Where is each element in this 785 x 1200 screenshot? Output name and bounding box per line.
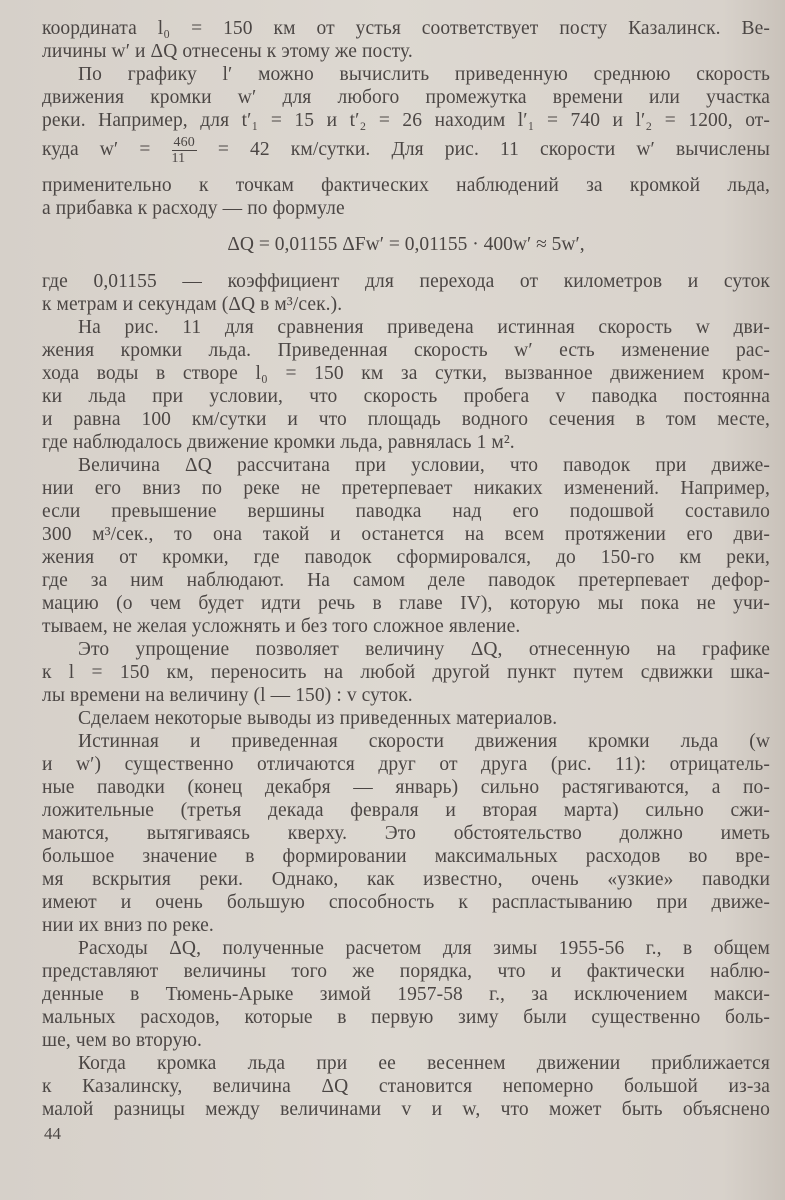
text-line: реки. Например, для t′₁ = 15 и t′₂ = 26 находим l′₁ = 740 и l′₂ = 1200, от- — [42, 110, 770, 131]
paragraph — [42, 63, 770, 132]
text-line: ше, чем во вторую. — [42, 1030, 203, 1051]
paragraph — [42, 270, 770, 316]
paragraph — [42, 17, 770, 63]
text-line: имеют и очень большую способность к распластыванию при движе- — [42, 892, 770, 913]
page-number: 44 — [44, 1124, 61, 1143]
text-line: Величина ΔQ рассчитана при условии, что паводок при движе- — [78, 455, 770, 476]
paragraph — [42, 638, 770, 707]
text-line: если превышение вершины паводка над его подошвой составило — [42, 501, 770, 522]
text-line: жения от кромки, где паводок сформировался, до 150-го км реки, — [42, 547, 770, 568]
text-line: а прибавка к расходу — по формуле — [42, 198, 345, 219]
text-block-2 — [42, 174, 770, 220]
text-line: нии их вниз по реке. — [42, 915, 214, 936]
text-block-1 — [42, 17, 770, 132]
fraction-line — [42, 132, 770, 168]
fraction — [172, 135, 197, 166]
text-line: к Казалинску, величина ΔQ становится непомерно большой из-за — [42, 1076, 770, 1097]
text-line: маются, вытягиваясь кверху. Это обстоятельство должно иметь — [42, 823, 770, 844]
text-line: хода воды в створе l₀ = 150 км за сутки, вызванное движением кром- — [42, 363, 770, 384]
text-line: движения кромки w′ для любого промежутка времени или участка — [42, 87, 770, 108]
paragraph — [42, 1052, 770, 1121]
formula: ΔQ = 0,01155 ΔFw′ = 0,01155 · 400w′ ≈ 5w′, — [227, 234, 585, 255]
fraction-before: куда w′ = — [42, 139, 151, 160]
text-line: тываем, не желая усложнять и без того сложное явление. — [42, 616, 521, 637]
fraction-after: = 42 км/сутки. Для рис. 11 скорости w′ вычислены — [217, 139, 770, 160]
text-line: где наблюдалось движение кромки льда, равнялась 1 м². — [42, 432, 515, 453]
text-line: представляют величины того же порядка, что и фактически наблю- — [42, 961, 770, 982]
text-line: На рис. 11 для сравнения приведена истинная скорость w дви- — [78, 317, 770, 338]
text-line: денные в Тюмень-Арыке зимой 1957-58 г., за исключением макси- — [42, 984, 770, 1005]
text-line: и w′) существенно отличаются друг от друга (рис. 11): отрицатель- — [42, 754, 770, 775]
text-line: личины w′ и ΔQ отнесены к этому же посту. — [42, 41, 413, 62]
text-line: жения кромки льда. Приведенная скорость w′ есть изменение рас- — [42, 340, 770, 361]
text-line: ки льда при условии, что скорость пробега v паводка постоянна — [42, 386, 770, 407]
text-line: нии его вниз по реке не претерпевает никаких изменений. Например, — [42, 478, 770, 499]
text-line: к метрам и секундам (ΔQ в м³/сек.). — [42, 294, 343, 315]
text-line: малой разницы между величинами v и w, что может быть объяснено — [42, 1099, 770, 1120]
text-line: ложительные (третья декада февраля и вторая марта) сильно сжи- — [42, 800, 770, 821]
paragraph — [42, 454, 770, 638]
text-line: лы времени на величину (l — 150) : v суток. — [42, 685, 413, 706]
text-line: мальных расходов, которые в первую зиму были существенно боль- — [42, 1007, 770, 1028]
text-line: где за ним наблюдают. На самом деле паводок претерпевает дефор- — [42, 570, 770, 591]
text-line: ные паводки (конец декабря — январь) сильно растягиваются, а по- — [42, 777, 770, 798]
paragraph — [42, 937, 770, 1052]
text-line: мя вскрытия реки. Однако, как известно, очень «узкие» паводки — [42, 869, 770, 890]
fraction-numerator: 460 — [173, 135, 195, 151]
text-block-3 — [42, 270, 770, 1121]
paragraph — [42, 707, 770, 730]
text-line: координата l₀ = 150 км от устья соответствует посту Казалинск. Ве- — [42, 18, 770, 39]
text-line: большое значение в формировании максимальных расходов во вре- — [42, 846, 770, 867]
text-line: 300 м³/сек., то она такой и останется на всем протяжении его дви- — [42, 524, 770, 545]
text-line: Истинная и приведенная скорости движения кромки льда (w — [78, 731, 770, 752]
text-line: к l = 150 км, переносить на любой другой пункт путем сдвижки шка- — [42, 662, 770, 683]
paragraph — [42, 730, 770, 937]
text-line: Это упрощение позволяет величину ΔQ, отнесенную на графике — [78, 639, 770, 660]
text-line: где 0,01155 — коэффициент для перехода от километров и суток — [42, 271, 770, 292]
paragraph — [42, 316, 770, 454]
paragraph — [42, 174, 770, 220]
text-line: Когда кромка льда при ее весеннем движении приближается — [78, 1053, 770, 1074]
text-line: мацию (о чем будет идти речь в главе IV), которую мы пока не учи- — [42, 593, 770, 614]
text-line: Сделаем некоторые выводы из приведенных материалов. — [78, 708, 558, 729]
text-line: Расходы ΔQ, полученные расчетом для зимы 1955-56 г., в общем — [78, 938, 770, 959]
book-page-text — [42, 17, 770, 1121]
fraction-denominator: 11 — [171, 151, 186, 167]
text-line: применительно к точкам фактических наблюдений за кромкой льда, — [42, 175, 770, 196]
text-line: По графику l′ можно вычислить приведенную среднюю скорость — [78, 64, 770, 85]
text-line: и равна 100 км/сутки и что площадь водного сечения в том месте, — [42, 409, 770, 430]
